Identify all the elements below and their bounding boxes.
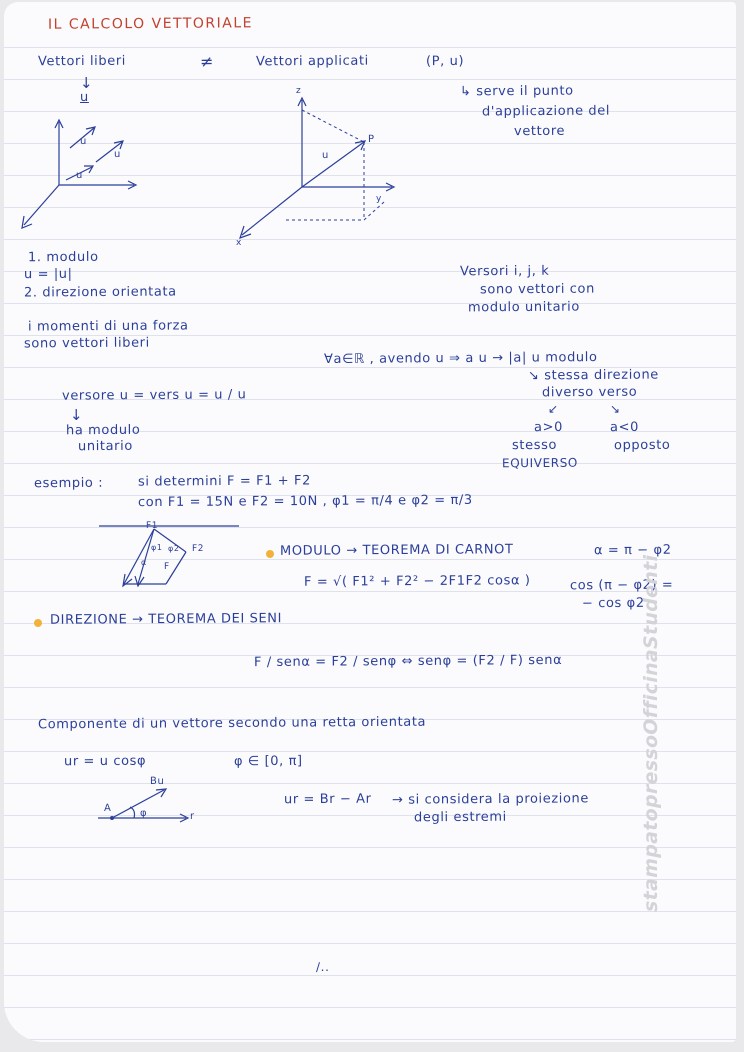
component-formula: ur = u cosφ xyxy=(63,753,147,770)
down-arrow-icon: ↓ xyxy=(79,73,94,93)
components-heading: Componente di un vettore secondo una retta orientata xyxy=(37,714,427,733)
case-negative: a<0 xyxy=(609,419,639,436)
point-p-label: P xyxy=(367,133,375,146)
unit-vectors-line3: modulo unitario xyxy=(467,299,580,316)
case-positive: a>0 xyxy=(533,419,563,436)
versor-line: versore u = vers u = u / u xyxy=(61,387,247,404)
unit-vectors-line1: Versori i, j, k xyxy=(459,263,550,280)
unit-vectors-line2: sono vettori con xyxy=(479,281,595,298)
scalar-line1: ∀a∈ℝ , avendo u ⇒ a u → |a| u modulo xyxy=(323,350,598,367)
applied-vectors-label: Vettori applicati xyxy=(255,53,369,70)
direction-bullet xyxy=(34,619,42,627)
diagram1-label-b: u xyxy=(113,148,121,161)
force-f2-label: F2 xyxy=(191,543,205,555)
sine-formula: F / senα = F2 / senφ ⇔ senφ = (F2 / F) senα xyxy=(253,652,563,671)
modulus-heading: MODULO → TEOREMA DI CARNOT xyxy=(279,542,514,559)
free-vectors-label: Vettori liberi xyxy=(37,53,127,70)
phi1-label: φ1 xyxy=(150,542,163,553)
axis-y-label: y xyxy=(375,193,382,205)
stray-mark: /.. xyxy=(315,959,330,975)
prop-line1: 1. modulo xyxy=(27,249,99,266)
sw-arrow-icon: ↙ xyxy=(547,401,559,417)
alpha-label: α xyxy=(140,557,147,568)
applied-u-label: u xyxy=(321,149,329,162)
phi2-label: φ2 xyxy=(167,543,180,554)
not-equal-sign: ≠ xyxy=(199,51,215,72)
versor-arrow-icon: ↓ xyxy=(69,405,84,425)
cos-line2: − cos φ2 xyxy=(581,595,645,612)
example-label: esempio : xyxy=(33,475,104,492)
note-line3: vettore xyxy=(513,123,566,140)
diagram1-label-c: u xyxy=(75,169,83,182)
projection-formula: ur = Br − Ar xyxy=(283,791,372,808)
force-f-label: F xyxy=(163,561,170,573)
axis-x-label: x xyxy=(235,237,242,249)
axis-z-label: z xyxy=(295,85,302,97)
phi-angle-label: φ xyxy=(139,807,148,820)
point-bu-label: Bu xyxy=(149,775,165,788)
direction-heading: DIREZIONE → TEOREMA DEI SENI xyxy=(49,611,283,628)
projection-note2: degli estremi xyxy=(413,809,507,826)
note-line2: d'applicazione del xyxy=(481,103,611,120)
phi-range: φ ∈ [0, π] xyxy=(233,753,303,770)
example-line2: con F1 = 15N e F2 = 10N , φ1 = π/4 e φ2 = π/3 xyxy=(137,492,473,511)
moments-line2: sono vettori liberi xyxy=(23,335,150,352)
se-arrow-icon: ↘ xyxy=(609,401,621,417)
applied-vector-axes xyxy=(240,98,394,238)
diagram1-label-a: u xyxy=(79,135,87,148)
moments-line1: i momenti di una forza xyxy=(27,318,189,335)
scalar-line2: ↘ stessa direzione xyxy=(527,367,659,384)
negative-desc: opposto xyxy=(613,437,671,454)
force-diagram xyxy=(99,526,239,586)
scalar-line3: diverso verso xyxy=(541,384,638,401)
versor-note2: unitario xyxy=(77,438,133,455)
alpha-definition: α = π − φ2 xyxy=(593,542,672,559)
force-f1-label: F1 xyxy=(145,520,159,532)
watermark: stampatopressoOfficinaStudenti xyxy=(640,554,662,912)
positive-desc2: EQUIVERSO xyxy=(501,455,579,471)
note-line1: ↳ serve il punto xyxy=(459,83,574,100)
prop-line2: u = |u| xyxy=(23,266,73,283)
projection-note1: → si considera la proiezione xyxy=(391,791,590,808)
modulus-bullet xyxy=(266,550,274,558)
point-a-label: A xyxy=(103,802,112,815)
page-title: IL CALCOLO VETTORIALE xyxy=(47,15,254,33)
carnot-formula: F = √( F1² + F2² − 2F1F2 cosα ) xyxy=(303,573,531,590)
cos-line1: cos (π − φ2) = xyxy=(569,577,674,594)
free-vector-symbol: u xyxy=(79,89,89,106)
prop-line3: 2. direzione orientata xyxy=(23,284,177,301)
applied-pair: (P, u) xyxy=(425,53,465,70)
positive-desc1: stesso xyxy=(511,437,558,454)
versor-note1: ha modulo xyxy=(65,422,141,439)
line-r-label: r xyxy=(189,810,195,823)
notebook-page xyxy=(4,2,736,1042)
example-line1: si determini F = F1 + F2 xyxy=(137,473,311,490)
